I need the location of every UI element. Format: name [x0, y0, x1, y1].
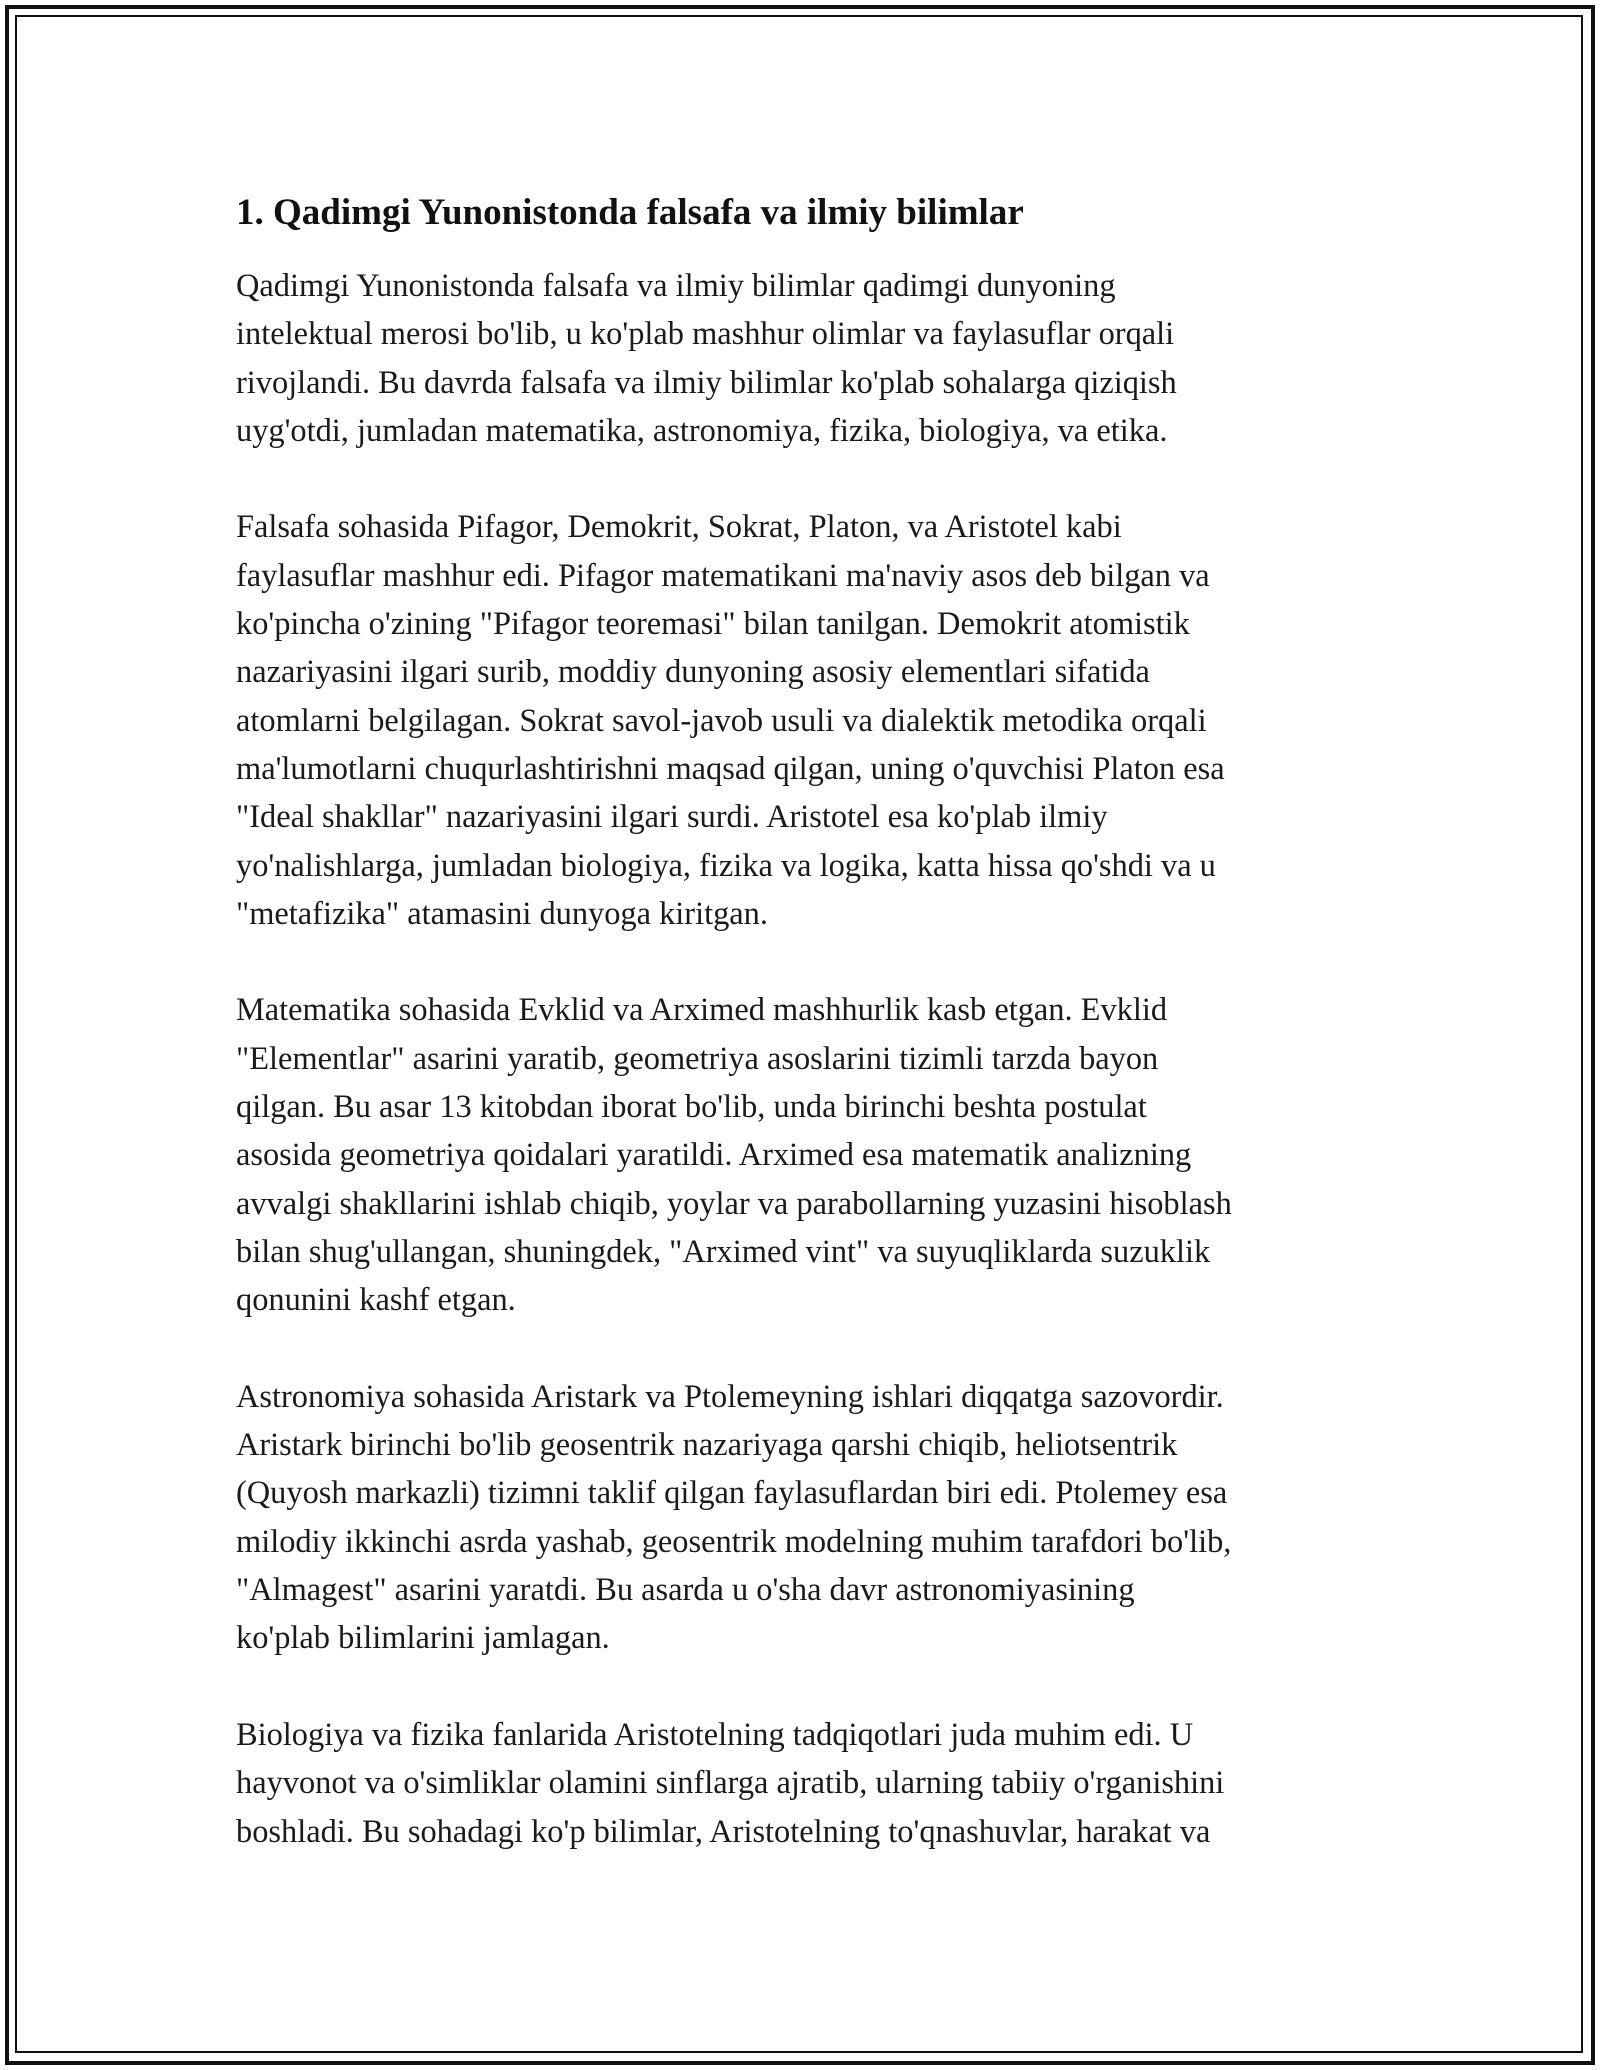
paragraph-line: qilgan. Bu asar 13 kitobdan iborat bo'lib, unda birinchi beshta postulat — [236, 1089, 1147, 1126]
body-paragraph-4 — [236, 1373, 1366, 1663]
body-paragraph-5 — [236, 1711, 1366, 1856]
paragraph-line: uyg'otdi, jumladan matematika, astronomiya, fizika, biologiya, va etika. — [236, 412, 1168, 449]
paragraph-line: Aristark birinchi bo'lib geosentrik nazariyaga qarshi chiqib, heliotsentrik — [236, 1427, 1178, 1464]
paragraph-line: hayvonot va o'simliklar olamini sinflarga ajratib, ularning tabiiy o'rganishini — [236, 1765, 1225, 1802]
paragraph-line: intelektual merosi bo'lib, u ko'plab mashhur olimlar va faylasuflar orqali — [236, 316, 1175, 353]
paragraph-line: bilan shug'ullangan, shuningdek, "Arximed vint" va suyuqliklarda suzuklik — [236, 1233, 1211, 1270]
document-body — [236, 262, 1366, 1856]
paragraph-line: Matematika sohasida Evklid va Arximed mashhurlik kasb etgan. Evklid — [236, 992, 1168, 1029]
body-paragraph-1 — [236, 262, 1366, 455]
paragraph-line: Falsafa sohasida Pifagor, Demokrit, Sokrat, Platon, va Aristotel kabi — [236, 509, 1122, 546]
paragraph-line: faylasuflar mashhur edi. Pifagor matematikani ma'naviy asos deb bilgan va — [236, 557, 1210, 594]
paragraph-line: ma'lumotlarni chuqurlashtirishni maqsad qilgan, uning o'quvchisi Platon esa — [236, 750, 1225, 787]
paragraph-line: nazariyasini ilgari surib, moddiy dunyoning asosiy elementlari sifatida — [236, 654, 1150, 691]
paragraph-line: "metafizika" atamasini dunyoga kiritgan. — [236, 895, 768, 932]
body-paragraph-2 — [236, 503, 1366, 938]
paragraph-line: Qadimgi Yunonistonda falsafa va ilmiy bilimlar qadimgi dunyoning — [236, 268, 1116, 304]
paragraph-line: ko'pincha o'zining "Pifagor teoremasi" bilan tanilgan. Demokrit atomistik — [236, 606, 1190, 643]
paragraph-line: yo'nalishlarga, jumladan biologiya, fizika va logika, katta hissa qo'shdi va u — [236, 847, 1216, 884]
paragraph-line: asosida geometriya qoidalari yaratildi. Arximed esa matematik analizning — [236, 1137, 1192, 1174]
paragraph-line: "Elementlar" asarini yaratib, geometriya asoslarini tizimli tarzda bayon — [236, 1040, 1159, 1077]
paragraph-line: atomlarni belgilagan. Sokrat savol-javob usuli va dialektik metodika orqali — [236, 702, 1207, 739]
document-page — [236, 188, 1366, 1904]
paragraph-line: boshladi. Bu sohadagi ko'p bilimlar, Aristotelning to'qnashuvlar, harakat va — [236, 1813, 1211, 1850]
paragraph-line: (Quyosh markazli) tizimni taklif qilgan faylasuflardan biri edi. Ptolemey esa — [236, 1475, 1228, 1512]
paragraph-line: Biologiya va fizika fanlarida Aristotelning tadqiqotlari juda muhim edi. U — [236, 1716, 1194, 1753]
paragraph-line: "Almagest" asarini yaratdi. Bu asarda u o'sha davr astronomiyasining — [236, 1572, 1135, 1609]
section-heading: 1. Qadimgi Yunonistonda falsafa va ilmiy bilimlar — [236, 192, 1024, 233]
paragraph-line: ko'plab bilimlarini jamlagan. — [236, 1620, 610, 1657]
paragraph-line: qonunini kashf etgan. — [236, 1282, 516, 1319]
body-paragraph-3 — [236, 986, 1366, 1324]
paragraph-line: milodiy ikkinchi asrda yashab, geosentrik modelning muhim tarafdori bo'lib, — [236, 1523, 1232, 1560]
paragraph-line: Astronomiya sohasida Aristark va Ptolemeyning ishlari diqqatga sazovordir. — [236, 1378, 1224, 1415]
paragraph-line: rivojlandi. Bu davrda falsafa va ilmiy bilimlar ko'plab sohalarga qiziqish — [236, 364, 1177, 401]
paragraph-line: avvalgi shakllarini ishlab chiqib, yoylar va parabollarning yuzasini hisoblash — [236, 1185, 1232, 1222]
paragraph-line: "Ideal shakllar" nazariyasini ilgari surdi. Aristotel esa ko'plab ilmiy — [236, 799, 1108, 836]
